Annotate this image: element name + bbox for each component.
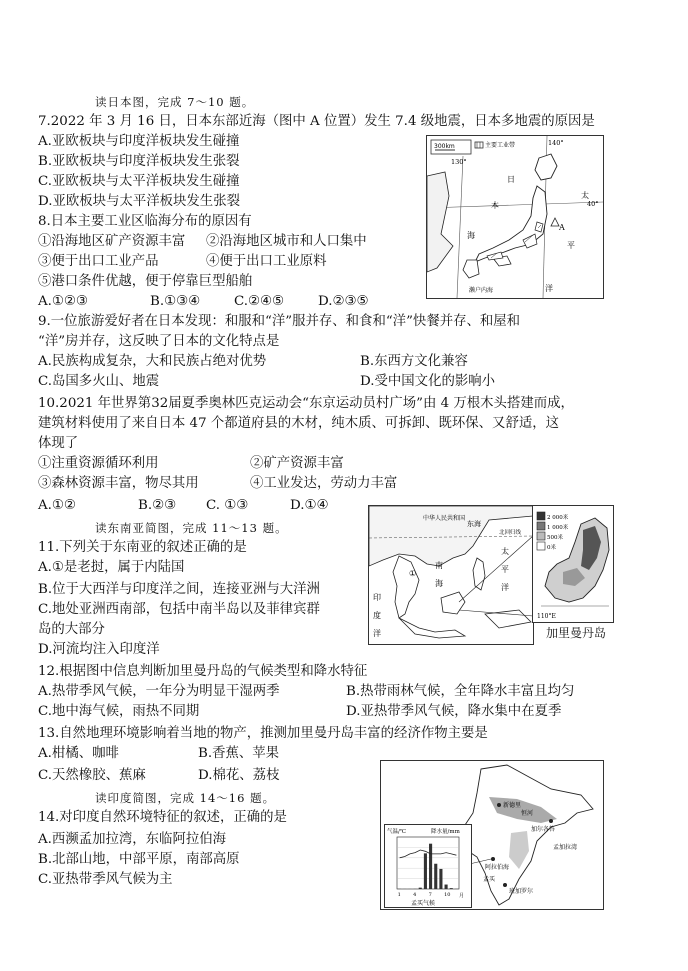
legend-industrial-belt: 主要工业带	[485, 142, 516, 149]
pacific-label-1: 太	[501, 547, 509, 556]
q10-item-4: ④工业发达，劳动力丰富	[250, 476, 398, 491]
q14-option-b: B.北部山地，中部平原，南部高原	[38, 852, 240, 867]
q8-item-4: ④便于出口工业原料	[206, 254, 327, 269]
lon-140-label: 140°	[548, 139, 564, 147]
section-heading-india: 读印度简图，完成 14～16 题。	[95, 791, 276, 805]
section-heading-japan: 读日本图，完成 7～10 题。	[95, 95, 255, 109]
q12-option-c: C.地中海气候，雨热不同期	[38, 704, 200, 719]
precip-bar	[439, 869, 442, 889]
south-sea-label-2: 海	[435, 579, 443, 588]
map-label-yang: 洋	[545, 284, 553, 293]
q8-stem: 8.日本主要工业区临海分布的原因有	[38, 214, 252, 229]
south-sea-label-1: 南	[435, 561, 443, 570]
q7-option-c: C.亚欧板块与太平洋板块发生碰撞	[38, 174, 240, 189]
precip-bar	[424, 853, 427, 889]
q9-option-c: C.岛国多火山、地震	[38, 374, 160, 389]
korea-coast	[427, 172, 453, 272]
china-label: 中华人民共和国	[423, 515, 466, 522]
chart-x-tick: 7	[428, 892, 432, 898]
chart-caption: 孟买气候	[411, 900, 436, 907]
q10-item-1: ①注重资源循环利用	[38, 456, 159, 471]
borneo	[441, 592, 465, 614]
q10-item-3: ③森林资源丰富，物尽其用	[38, 476, 199, 491]
q8-item-3: ③便于出口工业产品	[38, 254, 159, 269]
q10-stem-line-3: 体现了	[38, 436, 79, 451]
kalimantan-inset	[532, 505, 614, 623]
section-heading-sea: 读东南亚简图，完成 11～13 题。	[95, 521, 288, 535]
legend-2000m: 2 000米	[547, 515, 569, 521]
chart-x-unit: 月	[459, 893, 465, 899]
q10-item-2: ②矿产资源丰富	[250, 456, 344, 471]
precip-bar	[429, 844, 432, 889]
q7-stem: 7.2022 年 3 月 16 日，日本东部近海（图中 A 位置）发生 7.4 级地震，日本多地震的原因是	[38, 114, 595, 129]
chart-x-tick: 10	[444, 892, 451, 898]
hokkaido-island	[535, 154, 557, 180]
kyushu-island	[463, 260, 479, 278]
tropic-line-label: 北回归线	[499, 530, 522, 536]
q14-option-c: C.亚热带季风气候为主	[38, 872, 173, 887]
japan-map	[426, 135, 604, 299]
q13-option-a: A.柑橘、咖啡	[38, 746, 119, 761]
arabian-sea-label: 阿拉伯海	[485, 864, 510, 871]
q10-option-d: D.①④	[290, 498, 329, 513]
q11-option-b: B.位于大西洋与印度洋之间，连接亚洲与大洋洲	[38, 582, 320, 597]
q12-option-a: A.热带季风气候，一年分为明显干湿两季	[38, 684, 280, 699]
q8-option-c: C.②④⑤	[234, 294, 285, 309]
q13-stem: 13.自然地理环境影响着当地的物产，推测加里曼丹岛丰富的经济作物主要是	[38, 726, 488, 741]
mumbai-climate-chart	[384, 824, 472, 908]
mumbai-label: 孟买	[483, 876, 496, 883]
precip-bar	[419, 888, 422, 889]
pacific-label-2: 平	[501, 565, 509, 574]
q7-option-b: B.亚欧板块与印度洋板块发生张裂	[38, 154, 240, 169]
q11-option-d: D.河流均注入印度洋	[38, 642, 160, 657]
legend-1000m: 1 000米	[547, 525, 569, 531]
q10-stem-line-2: 建筑材料使用了来自日本 47 个都道府县的木材，纯木质、可拆卸、既环保、又舒适，这	[38, 416, 560, 431]
q8-option-a: A.①②③	[38, 294, 88, 309]
q10-option-b: B.②③	[138, 498, 177, 513]
q9-stem-line-1: 9.一位旅游爱好者在日本发现：和服和“洋”服并存、和食和“洋”快餐并存、和屋和	[38, 314, 521, 329]
q14-option-a: A.西濒孟加拉湾，东临阿拉伯海	[38, 832, 227, 847]
q13-option-c: C.天然橡胶、蕉麻	[38, 768, 146, 783]
bangalore-label: 班加罗尔	[509, 888, 534, 895]
q10-stem-line-1: 10.2021 年世界第32届夏季奥林匹克运动会“东京运动员村广场”由 4 万根木头搭建而成，	[38, 396, 574, 411]
q11-option-c-cont: 岛的大部分	[38, 622, 105, 637]
indochina-peninsula	[393, 556, 419, 618]
chart-temp-axis-title: 气温/℃	[387, 829, 407, 835]
map-label-hai: 海	[467, 231, 475, 240]
new-delhi-label: 新德里	[503, 802, 522, 809]
seto-inland-sea-label: 濑户内海	[469, 287, 494, 294]
chart-x-tick: 1	[397, 892, 401, 898]
epicenter-marker	[551, 218, 559, 226]
precip-bar	[450, 888, 453, 889]
q13-option-d: D.棉花、荔枝	[198, 768, 280, 783]
q10-option-a: A.①②	[38, 498, 76, 513]
legend-500m: 500米	[547, 535, 563, 541]
ganges-label: 恒河	[521, 810, 534, 817]
chart-x-tick: 4	[413, 892, 417, 898]
epicenter-label: A	[559, 223, 565, 232]
q8-option-d: D.②③⑤	[318, 294, 369, 309]
q12-option-d: D.亚热带季风气候，降水集中在夏季	[346, 704, 562, 719]
indonesia-islands	[399, 618, 465, 638]
indian-ocean-label-3: 洋	[373, 629, 381, 638]
pacific-label-3: 洋	[501, 583, 509, 592]
q7-option-d: D.亚欧板块与太平洋板块发生张裂	[38, 194, 240, 209]
precip-bar	[445, 885, 448, 889]
chart-precip-axis-title: 降水量/mm	[431, 829, 460, 835]
mark-one: ①	[409, 569, 417, 578]
kalimantan-caption: 加里曼丹岛	[546, 626, 607, 640]
q8-option-b: B.①③④	[150, 294, 201, 309]
philippines	[473, 558, 485, 590]
q13-option-b: B.香蕉、苹果	[198, 746, 280, 761]
q12-option-b: B.热带雨林气候，全年降水丰富且均匀	[346, 684, 575, 699]
map-label-ping: 平	[567, 241, 575, 250]
east-china-sea-label: 东海	[467, 520, 481, 528]
q12-stem: 12.根据图中信息判断加里曼丹岛的气候类型和降水特征	[38, 664, 368, 679]
lat-40-label: 40°	[587, 200, 599, 208]
indian-ocean-label-2: 度	[373, 611, 381, 620]
q9-option-a: A.民族构成复杂，大和民族占绝对优势	[38, 354, 267, 369]
bay-of-bengal-label: 孟加拉湾	[553, 844, 578, 851]
map-label-ri: 日	[507, 175, 515, 184]
map-scale: 300km	[434, 143, 455, 150]
southeast-asia-map	[368, 505, 534, 645]
lon-130-label: 130°	[451, 158, 467, 166]
indian-ocean-label-1: 印	[373, 593, 381, 602]
q11-option-a: A.①是老挝，属于内陆国	[38, 560, 185, 575]
q8-item-2: ②沿海地区城市和人口集中	[206, 234, 367, 249]
kolkata-label: 加尔各答	[531, 826, 556, 833]
q9-option-b: B.东西方文化兼容	[360, 354, 468, 369]
q9-option-d: D.受中国文化的影响小	[360, 374, 496, 389]
map-label-tai: 太	[581, 191, 589, 200]
map-label-ben: 本	[491, 201, 499, 210]
legend-0m: 0米	[547, 545, 556, 551]
q14-stem: 14.对印度自然环境特征的叙述，正确的是	[38, 810, 287, 825]
q9-stem-line-2: “洋”房并存，这反映了日本的文化特点是	[38, 334, 280, 349]
q11-stem: 11.下列关于东南亚的叙述正确的是	[38, 540, 247, 555]
q8-item-5: ⑤港口条件优越，便于停靠巨型船舶	[38, 274, 253, 289]
q7-option-a: A.亚欧板块与印度洋板块发生碰撞	[38, 134, 240, 149]
lon-110e-label: 110°E	[537, 613, 556, 620]
q8-item-1: ①沿海地区矿产资源丰富	[38, 234, 186, 249]
q10-option-c: C. ①③	[206, 498, 249, 513]
precip-bar	[434, 864, 437, 889]
q11-option-c: C.地处亚洲西南部，包括中南半岛以及菲律宾群	[38, 602, 320, 617]
